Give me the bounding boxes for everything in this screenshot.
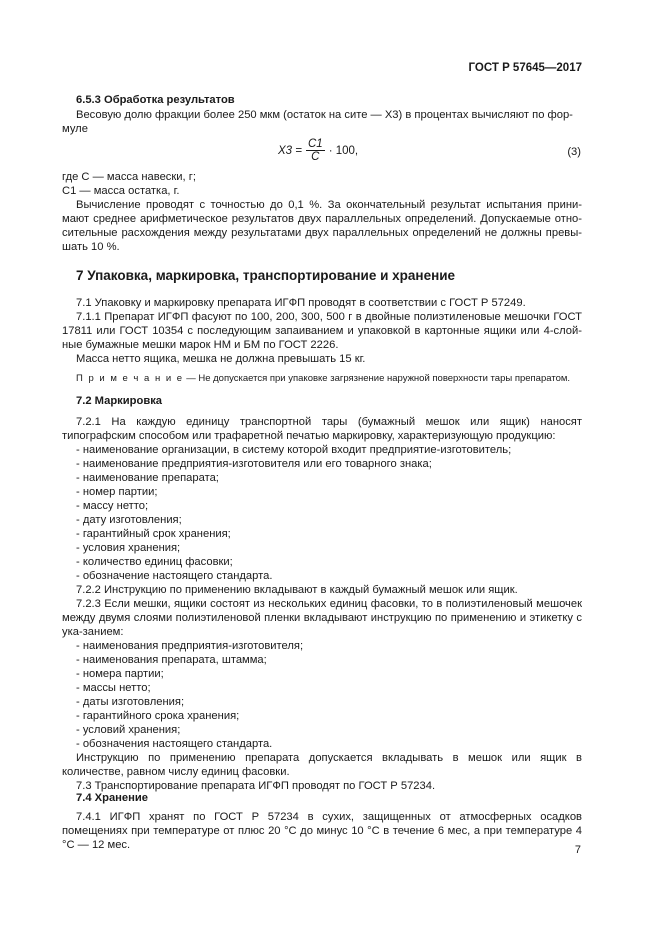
list-item: - наименования препарата, штамма;	[76, 654, 267, 666]
list-item: - наименование организации, в систему которой входит предприятие-изготовитель;	[76, 444, 512, 456]
page-number: 7	[574, 844, 581, 856]
paragraph: 7.2.3 Если мешки, ящики состоят из нескольких единиц фасовки, то в полиэтиленовый мешочек между двумя слоями полиэтиленовой пленки вкладывают инструкцию по применению и этикетку с ука-занием:	[62, 598, 582, 638]
list-item: - гарантийный срок хранения;	[76, 528, 231, 540]
paragraph: Инструкцию по применению препарата допускается вкладывать в мешок или ящик в количестве, равном числу единиц фасовки.	[62, 752, 582, 778]
section-heading: 6.5.3 Обработка результатов	[76, 94, 235, 106]
list-item: - номера партии;	[76, 668, 164, 680]
list-item: - количество единиц фасовки;	[76, 556, 233, 568]
paragraph: 7.2.2 Инструкцию по применению вкладывают в каждый бумажный мешок или ящик.	[76, 584, 518, 596]
note-label: П р и м е ч а н и е	[76, 373, 184, 384]
paragraph: 7.3 Транспортирование препарата ИГФП проводят по ГОСТ Р 57234.	[76, 780, 436, 792]
formula-numerator: C1	[307, 138, 323, 150]
section-7-2	[62, 394, 582, 408]
section-7-4-body	[62, 810, 582, 852]
document-header: ГОСТ Р 57645—2017	[468, 62, 582, 74]
legend-line: где C — масса навески, г;	[62, 171, 196, 183]
paragraph: 7.1 Упаковку и маркировку препарата ИГФП проводят в соответствии с ГОСТ Р 57249.	[76, 297, 526, 309]
list-item: - наименования предприятия-изготовителя;	[76, 640, 304, 652]
formula-rhs: · 100,	[328, 144, 359, 157]
list-item: - условий хранения;	[76, 724, 181, 736]
list-item: - обозначение настоящего стандарта.	[76, 570, 273, 582]
note-text: — Не допускается при упаковке загрязнение наружной поверхности тары препаратом.	[183, 373, 571, 384]
list-item: - номер партии;	[76, 486, 158, 498]
list-item: - даты изготовления;	[76, 696, 185, 708]
paragraph: 7.1.1 Препарат ИГФП фасуют по 100, 200, 300, 500 г в двойные полиэтиленовые мешочки ГОСТ 17811 или ГОСТ 10354 с последующим запаиванием и упаковкой в картонные ящики или 4-слой-ные бумажные мешки марок НМ и БМ по ГОСТ 2226.	[62, 311, 582, 351]
paragraph: Вычисление проводят с точностью до 0,1 %. За окончательный результат испытания прини-мают среднее арифметическое результатов двух параллельных определений. Допускаемые отно-сительные расхождения между результатами двух параллельных определений не должны превы-шать 10 %.	[62, 199, 582, 253]
section-heading: 7.4 Хранение	[76, 792, 149, 804]
paragraph: 7.4.1 ИГФП хранят по ГОСТ Р 57234 в сухих, защищенных от атмосферных осадков помещениях при температуре от плюс 20 °С до минус 10 °С в течение 6 мес, а при температуре 4 °С — 12 мес.	[62, 811, 582, 851]
formula-denominator: C	[311, 151, 320, 163]
paragraph: муле	[62, 123, 88, 135]
list-item: - дату изготовления;	[76, 514, 182, 526]
list-item: - гарантийного срока хранения;	[76, 710, 240, 722]
formula-3	[278, 138, 358, 163]
section-6-5-3	[62, 93, 582, 107]
section-7-2-body	[62, 415, 582, 793]
list-item: - массу нетто;	[76, 500, 149, 512]
formula-legend	[62, 170, 582, 254]
list-item: - массы нетто;	[76, 682, 151, 694]
list-item: - наименование препарата;	[76, 472, 219, 484]
formula-intro	[62, 108, 582, 136]
paragraph: 7.2.1 На каждую единицу транспортной тары (бумажный мешок или ящик) наносят типографским способом или трафаретной печатью маркировку, характеризующую продукцию:	[62, 416, 582, 442]
formula-fraction	[306, 138, 325, 163]
paragraph: Масса нетто ящика, мешка не должна превышать 15 кг.	[76, 353, 366, 365]
note	[62, 372, 582, 386]
equation-number: (3)	[567, 146, 581, 158]
label-list	[62, 639, 582, 751]
list-item: - обозначения настоящего стандарта.	[76, 738, 273, 750]
formula-lhs: X3 =	[278, 144, 302, 157]
list-item: - наименование предприятия-изготовителя или его товарного знака;	[76, 458, 432, 470]
section-heading: 7 Упаковка, маркировка, транспортирование и хранение	[76, 268, 456, 283]
section-7-4	[62, 791, 582, 805]
legend-line: C1 — масса остатка, г.	[62, 185, 180, 197]
list-item: - условия хранения;	[76, 542, 181, 554]
section-heading: 7.2 Маркировка	[76, 395, 163, 407]
section-7	[62, 269, 582, 283]
paragraph: Весовую долю фракции более 250 мкм (остаток на сите — X3) в процентах вычисляют по фор-	[76, 109, 573, 121]
marking-list	[62, 443, 582, 583]
section-7-body	[62, 296, 582, 386]
